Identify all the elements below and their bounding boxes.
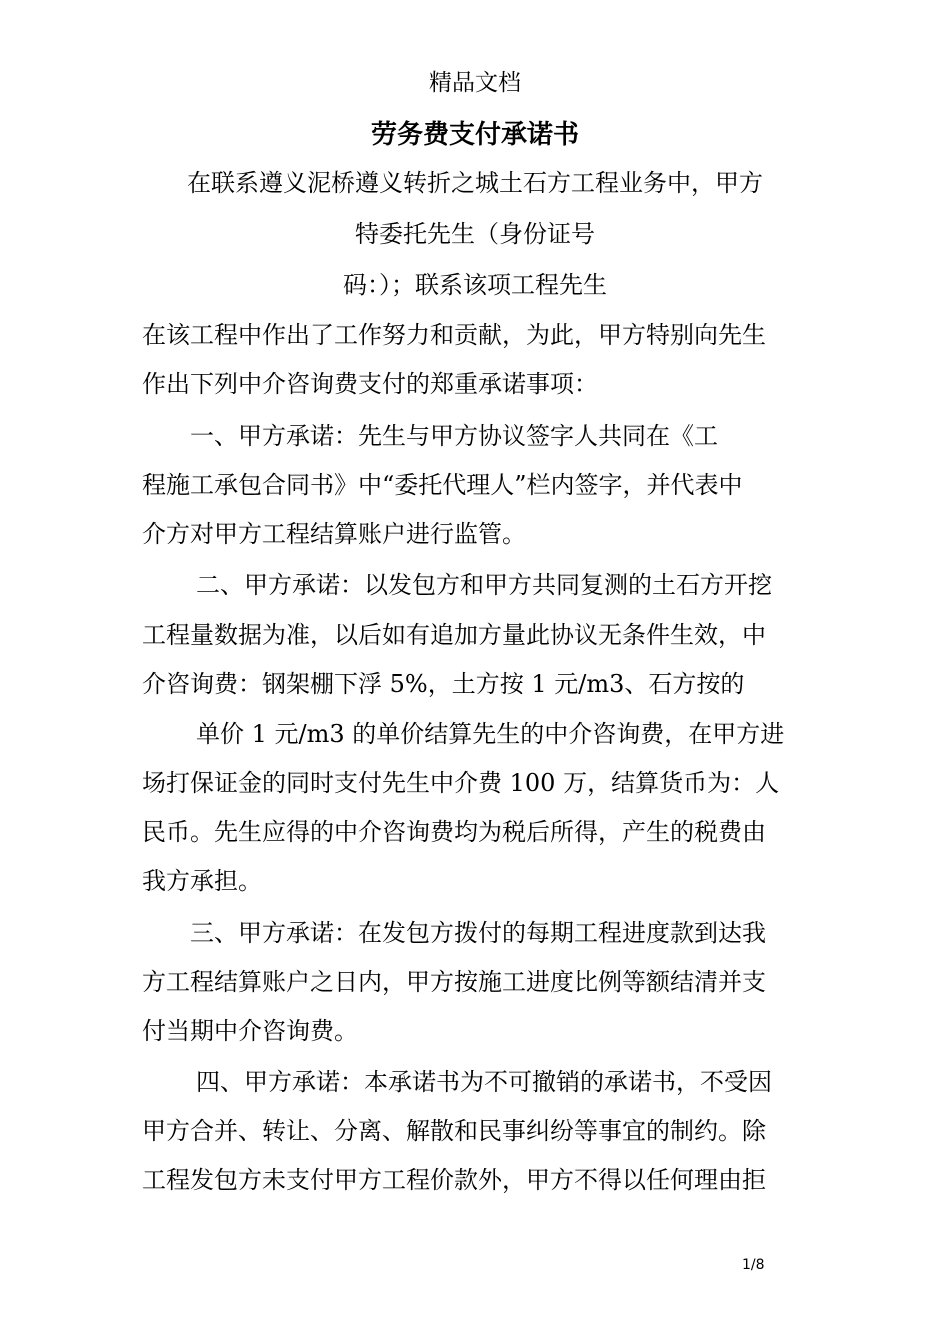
document-title: 劳务费支付承诺书 — [370, 120, 579, 150]
text-line-1: 在联系遵义泥桥遵义转折之城土石方工程业务中，甲方 — [187, 169, 763, 197]
clause-3-start: 三、甲方承诺：在发包方拨付的每期工程进度款到达我 — [190, 919, 766, 947]
text-line-15: 我方承担。 — [142, 867, 262, 895]
text-line-3: 码：）；联系该项工程先生 — [343, 271, 607, 299]
text-line-14: 民币。先生应得的中介咨询费均为税后所得，产生的税费由 — [142, 818, 766, 846]
text-line-13: 场打保证金的同时支付先生中介费 100 万，结算货币为：人 — [142, 769, 780, 797]
text-line-18: 付当期中介咨询费。 — [142, 1017, 358, 1045]
text-line-8: 介方对甲方工程结算账户进行监管。 — [142, 520, 526, 548]
clause-4-start: 四、甲方承诺：本承诺书为不可撤销的承诺书，不受因 — [196, 1068, 772, 1096]
text-line-11: 介咨询费：钢架棚下浮 5%，土方按 1 元/m3、石方按的 — [142, 670, 745, 698]
clause-2-start: 二、甲方承诺：以发包方和甲方共同复测的土石方开挖 — [196, 571, 772, 599]
text-line-7: 程施工承包合同书》中“委托代理人”栏内签字，并代表中 — [142, 471, 743, 499]
text-line-20: 甲方合并、转让、分离、解散和民事纠纷等事宜的制约。除 — [142, 1117, 766, 1145]
text-line-4: 在该工程中作出了工作努力和贡献，为此，甲方特别向先生 — [142, 321, 766, 349]
text-line-21: 工程发包方未支付甲方工程价款外，甲方不得以任何理由拒 — [142, 1166, 766, 1194]
text-line-10: 工程量数据为准，以后如有追加方量此协议无条件生效，中 — [142, 621, 766, 649]
page-header: 精品文档 — [429, 70, 521, 96]
clause-1-start: 一、甲方承诺：先生与甲方协议签字人共同在《工 — [190, 422, 718, 450]
page-number: 1/8 — [742, 1257, 765, 1273]
text-line-12: 单价 1 元/m3 的单价结算先生的中介咨询费，在甲方进 — [196, 720, 785, 748]
text-line-5: 作出下列中介咨询费支付的郑重承诺事项： — [142, 370, 598, 398]
text-line-2: 特委托先生（身份证号 — [355, 220, 595, 248]
text-line-17: 方工程结算账户之日内，甲方按施工进度比例等额结清并支 — [142, 968, 766, 996]
